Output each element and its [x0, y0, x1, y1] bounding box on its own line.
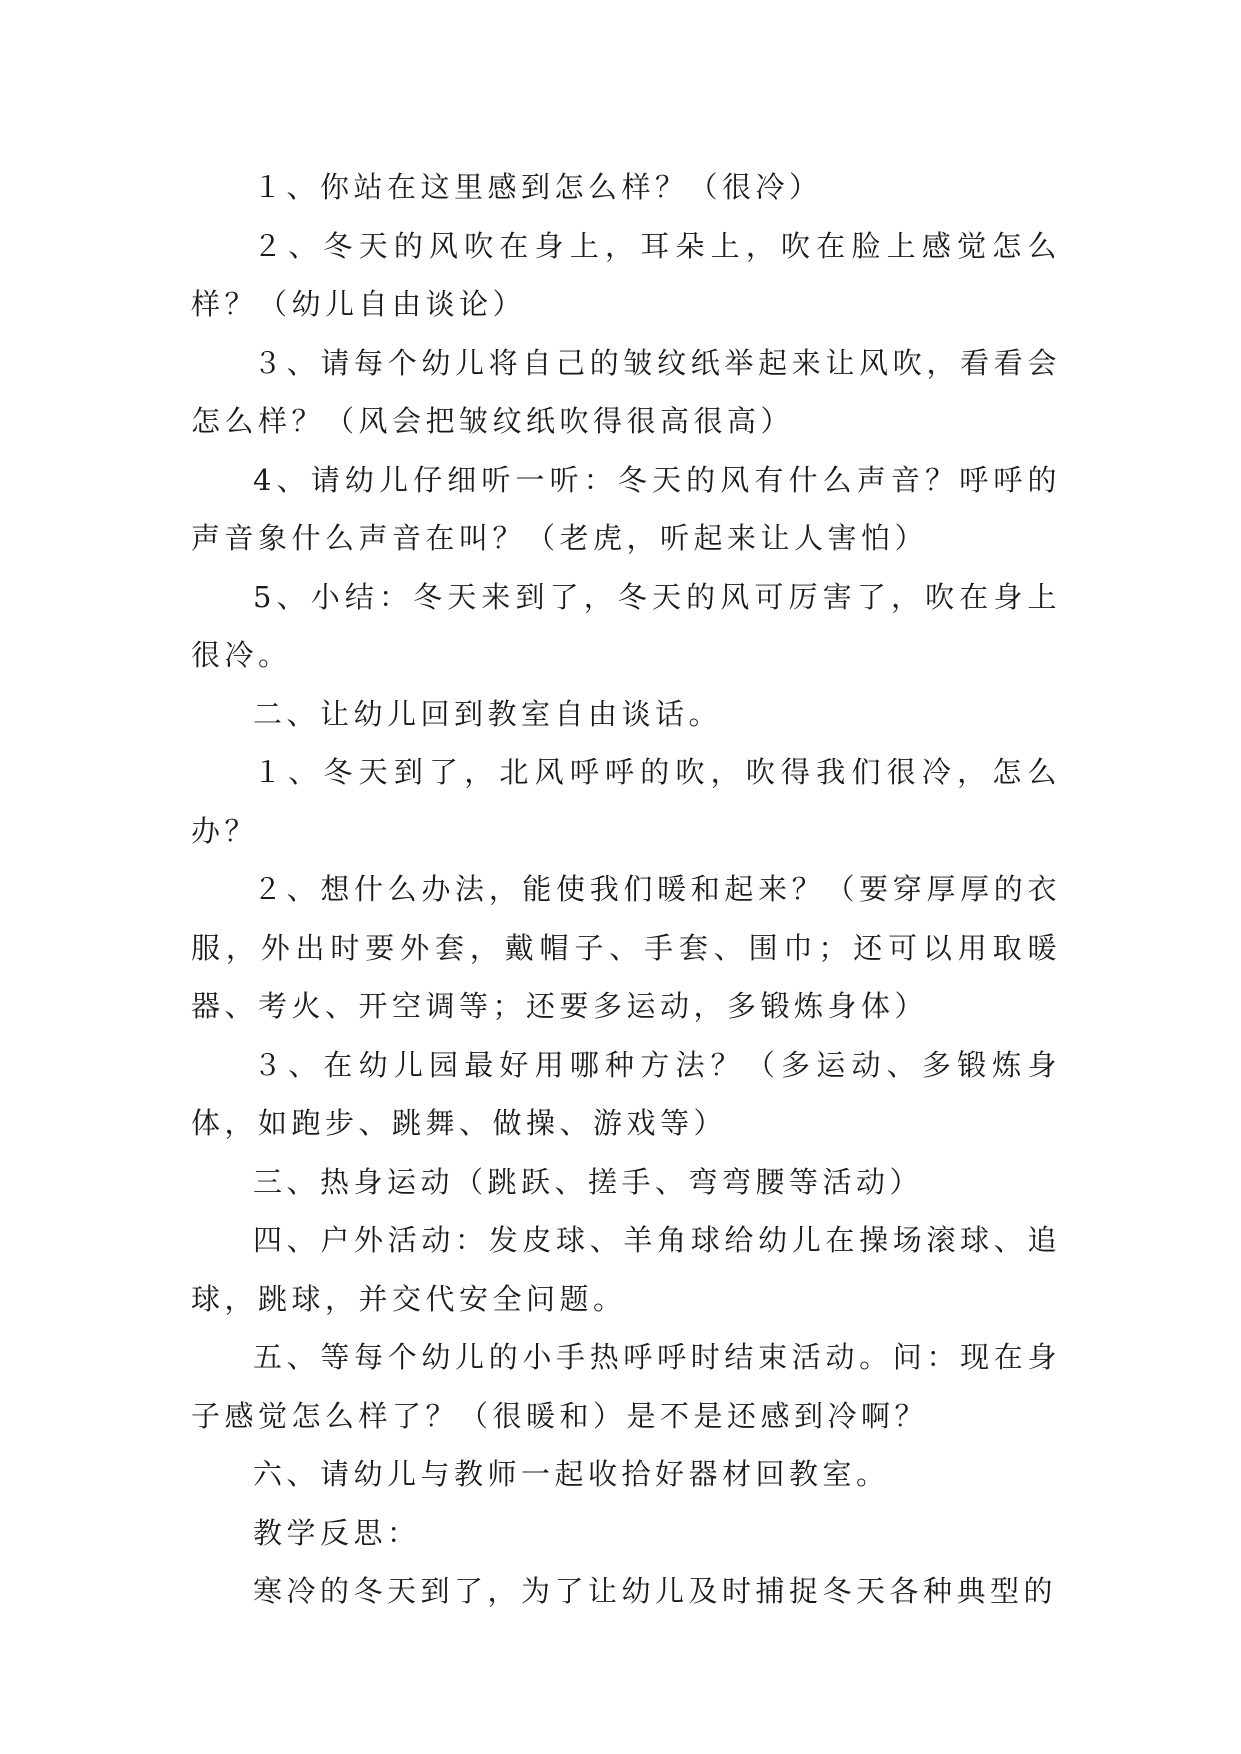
paragraph-2: ２、冬天的风吹在身上，耳朵上，吹在脸上感觉怎么样？（幼儿自由谈论） [191, 228, 1061, 321]
paragraph-8: ２、想什么办法，能使我们暖和起来？（要穿厚厚的衣服，外出时要外套，戴帽子、手套、围巾；还可以用取暖器、考火、开空调等；还要多运动，多锻炼身体） [191, 872, 1061, 1023]
section-heading-4: 四、户外活动：发皮球、羊角球给幼儿在操场滚球、追球，跳球，并交代安全问题。 [191, 1223, 1061, 1316]
paragraph-4: 4、请幼儿仔细听一听：冬天的风有什么声音？呼呼的声音象什么声音在叫？（老虎，听起来让人害怕） [191, 462, 1061, 555]
reflection-paragraph: 寒冷的冬天到了，为了让幼儿及时捕捉冬天各种典型的 [253, 1574, 1058, 1608]
paragraph-1: １、你站在这里感到怎么样？（很冷） [253, 170, 823, 204]
section-heading-3: 三、热身运动（跳跃、搓手、弯弯腰等活动） [253, 1164, 924, 1199]
section-heading-2: 二、让幼儿回到教室自由谈话。 [253, 696, 723, 731]
paragraph-3: ３、请每个幼儿将自己的皱纹纸举起来让风吹，看看会怎么样？（风会把皱纹纸吹得很高很高） [191, 345, 1061, 438]
section-heading-6: 六、请幼儿与教师一起收拾好器材回教室。 [253, 1457, 890, 1491]
paragraph-9: ３、在幼儿园最好用哪种方法？（多运动、多锻炼身体，如跑步、跳舞、做操、游戏等） [191, 1047, 1061, 1140]
document-body [191, 158, 1061, 1621]
paragraph-7: １、冬天到了，北风呼呼的吹，吹得我们很冷，怎么办？ [191, 755, 1061, 848]
paragraph-5: 5、小结：冬天来到了，冬天的风可厉害了，吹在身上很冷。 [191, 579, 1061, 672]
reflection-heading: 教学反思： [253, 1515, 421, 1550]
section-heading-5: 五、等每个幼儿的小手热呼呼时结束活动。问：现在身子感觉怎么样了？（很暖和）是不是还感到冷啊？ [191, 1340, 1061, 1433]
